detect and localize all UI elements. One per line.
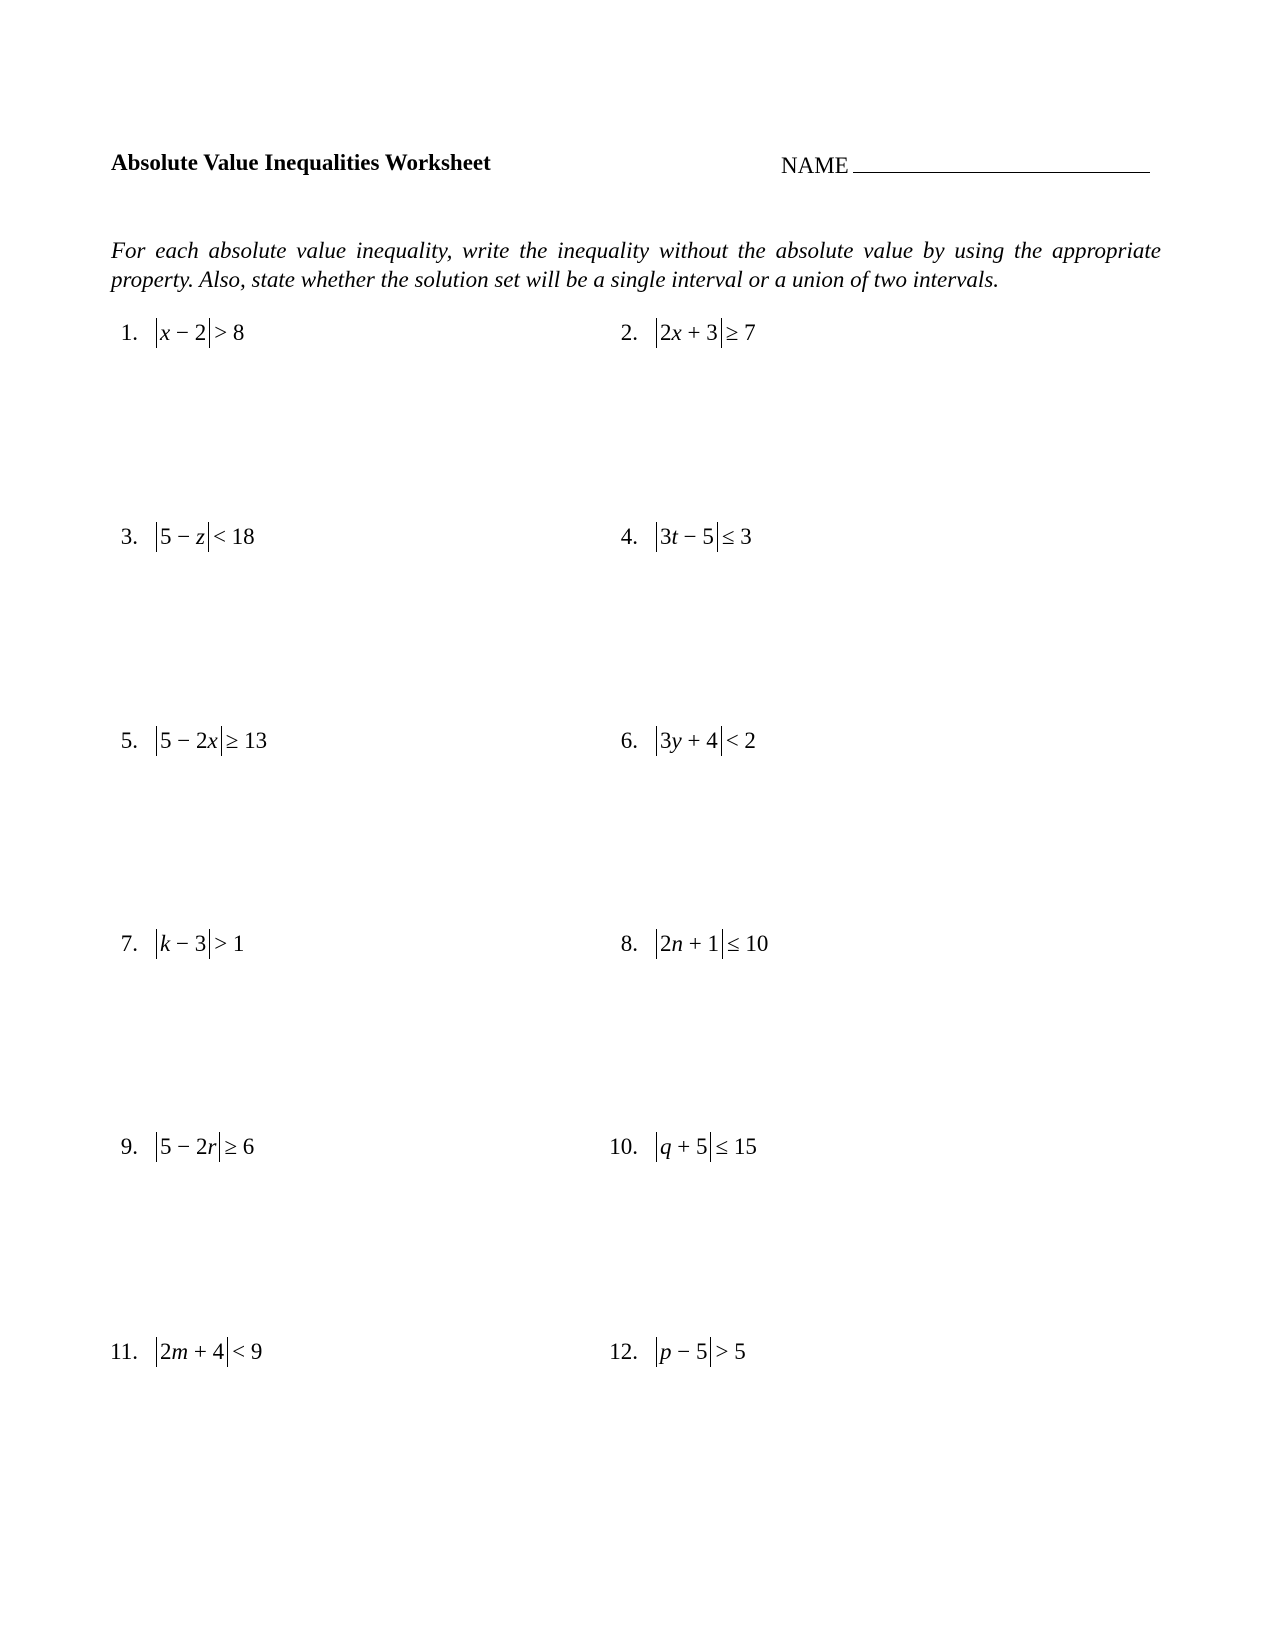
problem-7 (98, 929, 244, 959)
problem-number: 8. (620, 931, 638, 956)
problem-9 (98, 1132, 254, 1162)
problem-number: 3. (120, 524, 138, 549)
inequality-relation: ≥ 7 (725, 320, 756, 345)
inequality-relation: < 18 (212, 524, 255, 549)
problem-number: 12. (609, 1339, 638, 1364)
problem-1 (98, 318, 244, 348)
problem-number: 9. (120, 1134, 138, 1159)
absolute-value-expression: 2n + 1 (656, 929, 723, 959)
absolute-value-expression: 2x + 3 (656, 318, 722, 348)
absolute-value-expression: x − 2 (156, 318, 210, 348)
absolute-value-expression: 5 − z (156, 522, 209, 552)
problem-3 (98, 522, 255, 552)
absolute-value-expression: 3y + 4 (656, 726, 722, 756)
problem-11 (98, 1337, 262, 1367)
absolute-value-expression: 2m + 4 (156, 1337, 228, 1367)
inequality-relation: < 9 (232, 1339, 263, 1364)
absolute-value-expression: 3t − 5 (656, 522, 718, 552)
worksheet-header (111, 148, 1161, 182)
problem-number: 2. (620, 320, 638, 345)
inequality-relation: ≤ 3 (721, 524, 752, 549)
problem-number: 7. (120, 931, 138, 956)
problem-number: 11. (110, 1339, 138, 1364)
inequality-relation: < 2 (725, 728, 756, 753)
inequality-relation: > 8 (214, 320, 245, 345)
problem-number: 6. (620, 728, 638, 753)
absolute-value-expression: 5 − 2r (156, 1132, 220, 1162)
problem-number: 1. (120, 320, 138, 345)
problem-12 (598, 1337, 746, 1367)
inequality-relation: ≤ 15 (715, 1134, 757, 1159)
problem-number: 5. (120, 728, 138, 753)
absolute-value-expression: p − 5 (656, 1337, 711, 1367)
name-blank-line (853, 148, 1150, 173)
instructions: For each absolute value inequality, write the inequality without the absolute value by using the appropriate property. Also, state whether the solution set will be a single interval or a union of two intervals. (111, 238, 1161, 292)
name-label: NAME (781, 153, 849, 178)
problem-6 (598, 726, 756, 756)
absolute-value-expression: q + 5 (656, 1132, 711, 1162)
worksheet-title: Absolute Value Inequalities Worksheet (111, 150, 491, 175)
problem-number: 10. (609, 1134, 638, 1159)
inequality-relation: > 1 (214, 931, 245, 956)
problem-4 (598, 522, 752, 552)
problem-number: 4. (620, 524, 638, 549)
inequality-relation: ≤ 10 (726, 931, 769, 956)
inequality-relation: ≥ 6 (224, 1134, 255, 1159)
name-field (781, 148, 1150, 181)
problem-8 (598, 929, 768, 959)
problem-2 (598, 318, 756, 348)
problem-10 (598, 1132, 757, 1162)
absolute-value-expression: k − 3 (156, 929, 210, 959)
inequality-relation: > 5 (715, 1339, 746, 1364)
problem-5 (98, 726, 267, 756)
inequality-relation: ≥ 13 (225, 728, 268, 753)
absolute-value-expression: 5 − 2x (156, 726, 222, 756)
